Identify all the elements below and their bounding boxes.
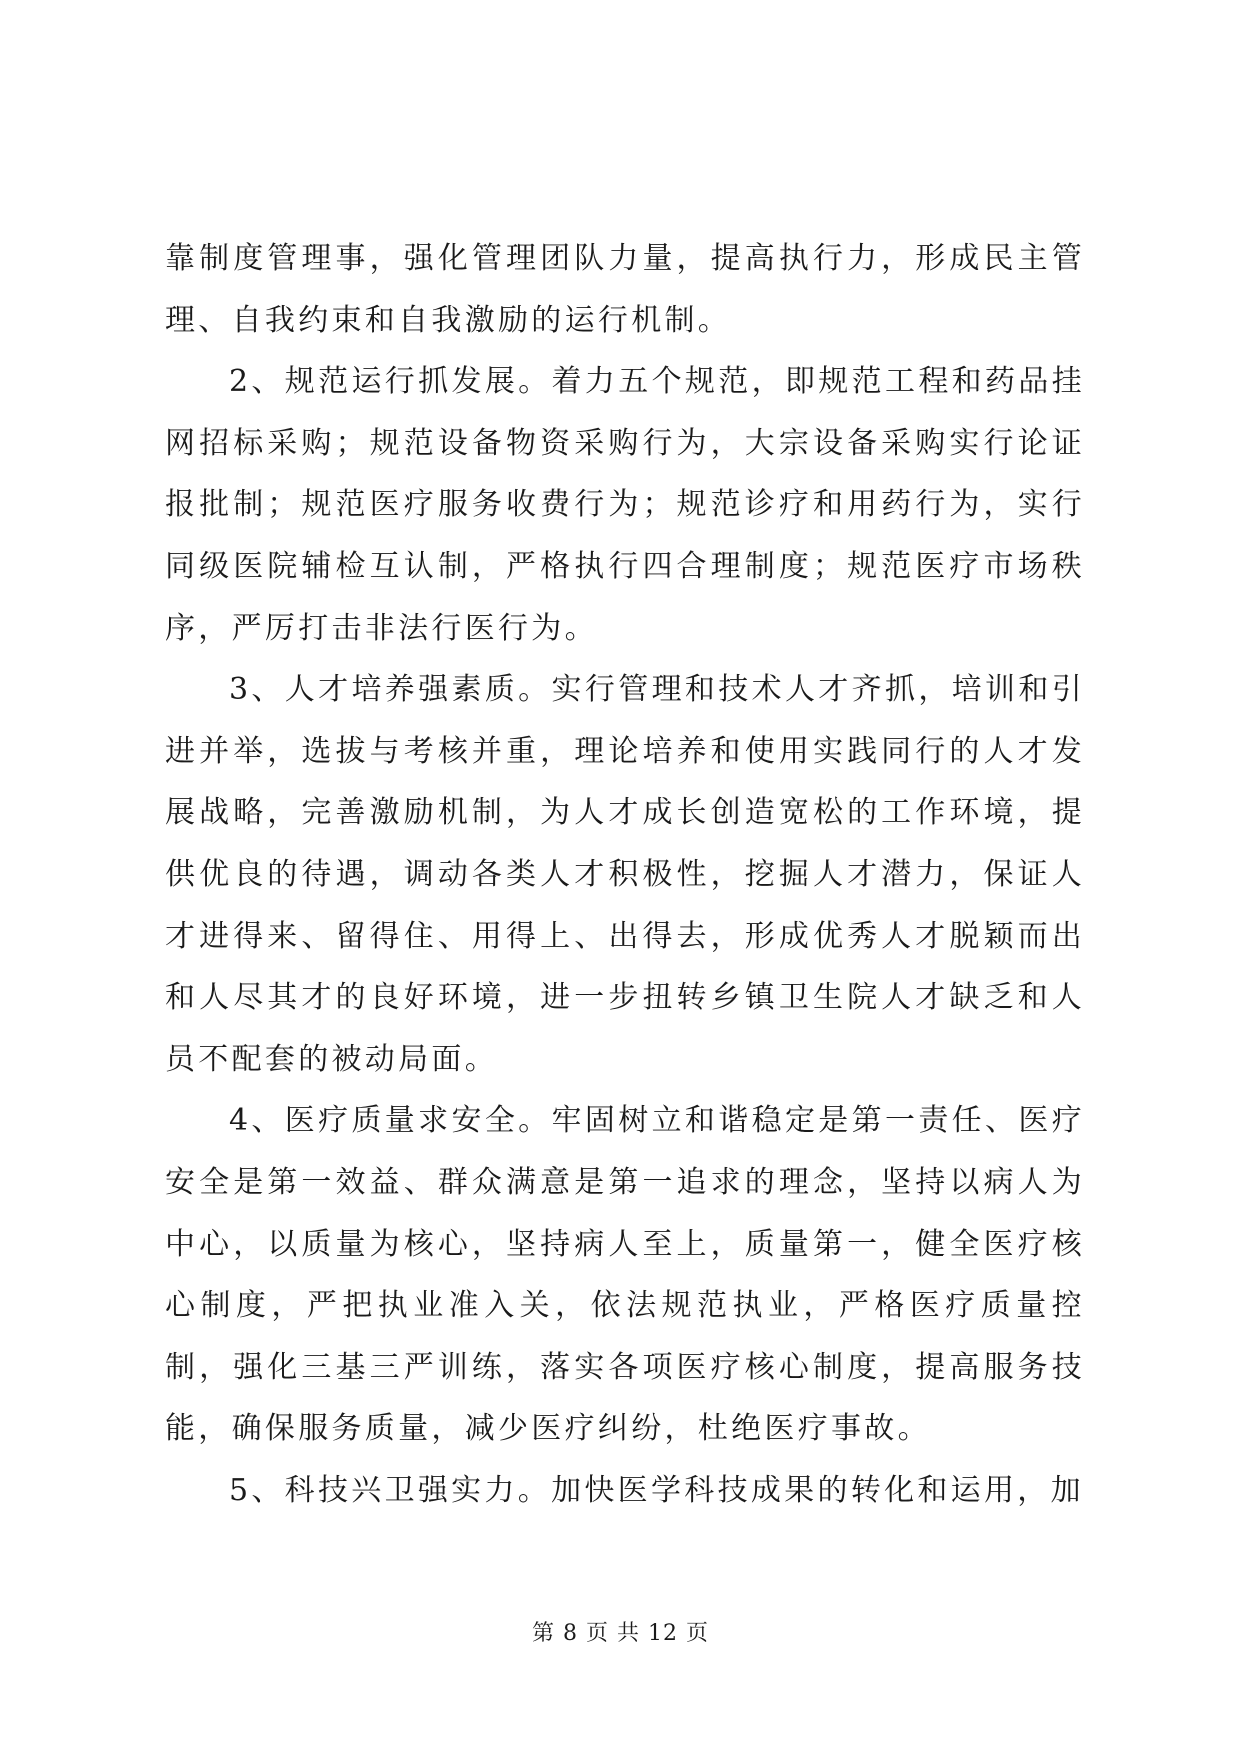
page-number-footer: 第 8 页 共 12 页 [532, 1621, 709, 1646]
paragraph-item-3: 3、人才培养强素质。实行管理和技术人才齐抓，培训和引进并举，选拔与考核并重，理论培养和使用实践同行的人才发展战略，完善激励机制，为人才成长创造宽松的工作环境，提供优良的待遇，调动各类人才积极性，挖掘人才潜力，保证人才进得来、留得住、用得上、出得去，形成优秀人才脱颖而出和人尽其才的良好环境，进一步扭转乡镇卫生院人才缺乏和人员不配套的被动局面。 [165, 672, 1085, 1077]
document-body [165, 228, 1085, 1521]
paragraph-item-5: 5、科技兴卫强实力。加快医学科技成果的转化和运用，加 [229, 1472, 1084, 1508]
paragraph-item-4: 4、医疗质量求安全。牢固树立和谐稳定是第一责任、医疗安全是第一效益、群众满意是第一追求的理念，坚持以病人为中心，以质量为核心，坚持病人至上，质量第一，健全医疗核心制度，严把执业准入关，依法规范执业，严格医疗质量控制，强化三基三严训练，落实各项医疗核心制度，提高服务技能，确保服务质量，减少医疗纠纷，杜绝医疗事故。 [165, 1103, 1085, 1447]
paragraph-item-2: 2、规范运行抓发展。着力五个规范，即规范工程和药品挂网招标采购；规范设备物资采购行为，大宗设备采购实行论证报批制；规范医疗服务收费行为；规范诊疗和用药行为，实行同级医院辅检互认制，严格执行四合理制度；规范医疗市场秩序，严厉打击非法行医行为。 [165, 364, 1085, 646]
paragraph-continuation: 靠制度管理事，强化管理团队力量，提高执行力，形成民主管理、自我约束和自我激励的运行机制。 [165, 241, 1085, 338]
